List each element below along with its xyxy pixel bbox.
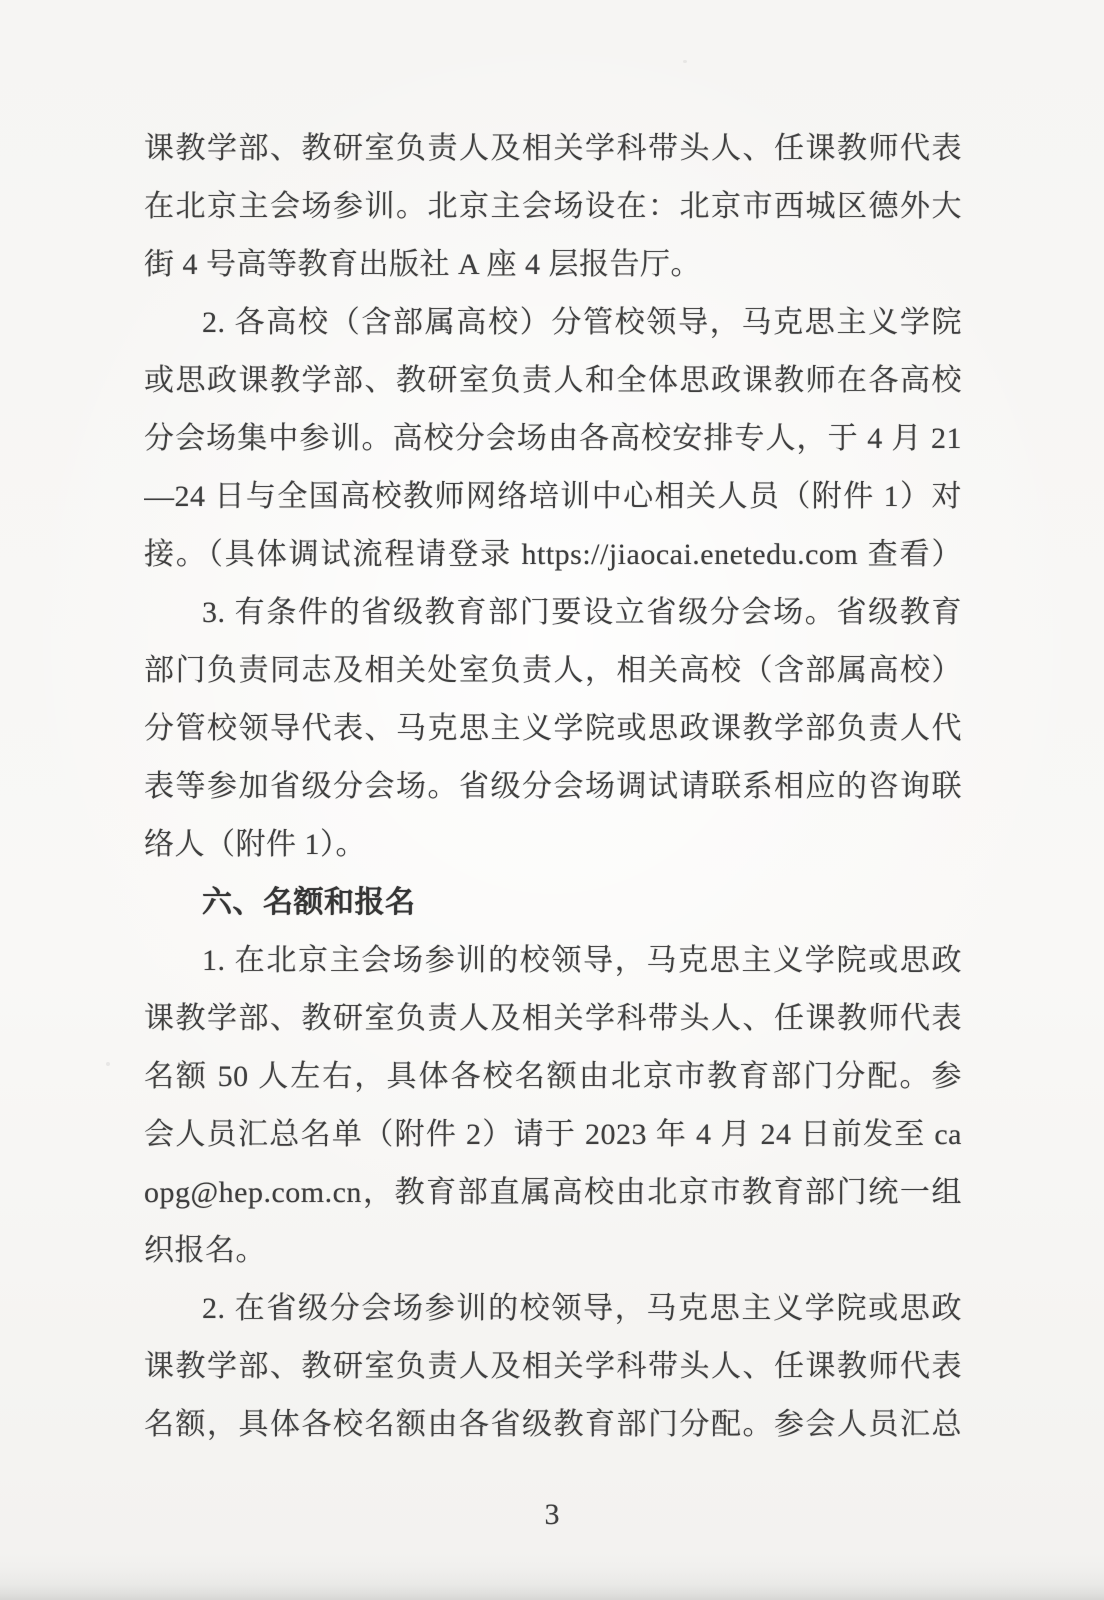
section-heading: 六、名额和报名 [202,886,416,919]
document-line: 表等参加省级分会场。省级分会场调试请联系相应的咨询联 [144,770,962,803]
document-line: 名额 50 人左右，具体各校名额由北京市教育部门分配。参 [144,1060,962,1093]
document-line: 1. 在北京主会场参训的校领导，马克思主义学院或思政 [202,944,962,977]
document-line: —24 日与全国高校教师网络培训中心相关人员（附件 1）对 [144,480,962,513]
document-body [144,120,962,1454]
document-line: 接。（具体调试流程请登录 https://jiaocai.enetedu.com 查看） [144,538,962,571]
scan-bottom-edge [0,1566,1104,1600]
document-line: 会人员汇总名单（附件 2）请于 2023 年 4 月 24 日前发至 ca [144,1118,962,1151]
document-line: 部门负责同志及相关处室负责人，相关高校（含部属高校） [144,654,962,687]
document-line: 或思政课教学部、教研室负责人和全体思政课教师在各高校 [144,364,962,397]
document-line: 在北京主会场参训。北京主会场设在：北京市西城区德外大 [144,190,962,223]
document-line: 名额，具体各校名额由各省级教育部门分配。参会人员汇总 [144,1408,962,1441]
document-line: 街 4 号高等教育出版社 A 座 4 层报告厅。 [144,248,702,281]
document-line: 分管校领导代表、马克思主义学院或思政课教学部负责人代 [144,712,962,745]
document-line: 2. 在省级分会场参训的校领导，马克思主义学院或思政 [202,1292,962,1325]
document-line: 课教学部、教研室负责人及相关学科带头人、任课教师代表 [144,1002,962,1035]
scan-speck [683,60,687,63]
document-line: opg@hep.com.cn，教育部直属高校由北京市教育部门统一组 [144,1176,962,1209]
document-line: 课教学部、教研室负责人及相关学科带头人、任课教师代表 [144,1350,962,1383]
document-line: 络人（附件 1）。 [144,828,366,861]
document-line: 分会场集中参训。高校分会场由各高校安排专人，于 4 月 21 [144,422,962,455]
scan-speck [106,1062,110,1066]
document-line: 课教学部、教研室负责人及相关学科带头人、任课教师代表 [144,132,962,165]
document-line: 2. 各高校（含部属高校）分管校领导，马克思主义学院 [202,306,962,339]
page-number: 3 [544,1498,560,1531]
document-line: 织报名。 [144,1234,266,1267]
document-line: 3. 有条件的省级教育部门要设立省级分会场。省级教育 [202,596,962,629]
